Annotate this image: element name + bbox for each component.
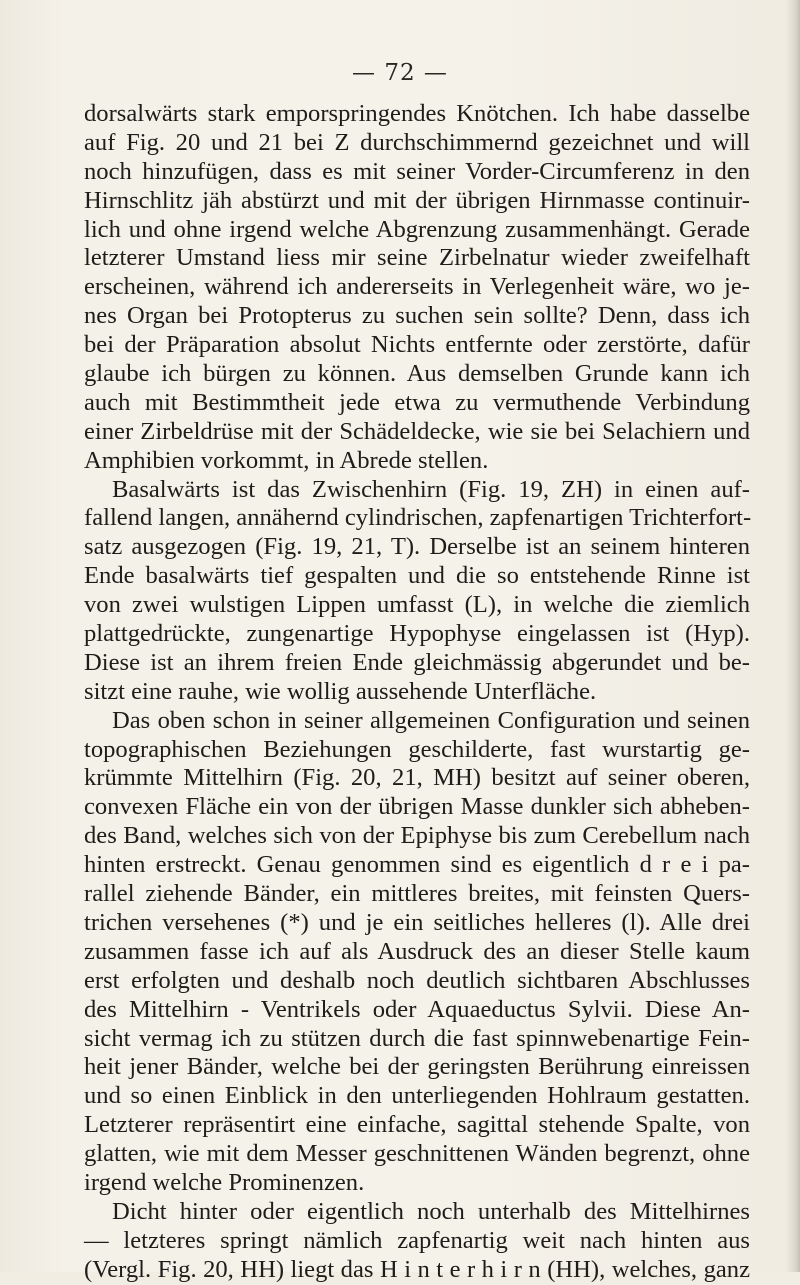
text-line: letzterer Umstand liess mir seine Zirbelnatur wieder zweifelhaft	[84, 244, 750, 272]
text-line: und so einen Einblick in den unterliegenden Hohlraum gestatten.	[84, 1082, 750, 1110]
text-line: auch mit Bestimmtheit jede etwa zu vermuthende Verbindung	[84, 388, 750, 416]
text-line: Basalwärts ist das Zwischenhirn (Fig. 19, ZH) in einen auf-	[112, 475, 750, 503]
text-line: von zwei wulstigen Lippen umfasst (L), in welche die ziemlich	[84, 591, 750, 619]
text-line: Amphibien vorkommt, in Abrede stellen.	[84, 446, 489, 474]
text-line: rallel ziehende Bänder, ein mittleres breites, mit feinsten Quers-	[84, 880, 750, 908]
text-line: — letzteres springt nämlich zapfenartig weit nach hinten aus	[84, 1226, 750, 1254]
text-line: convexen Fläche ein von der übrigen Masse dunkler sich abheben-	[84, 793, 750, 821]
text-line: satz ausgezogen (Fig. 19, 21, T). Derselbe ist an seinem hinteren	[84, 533, 750, 561]
text-line: Letzterer repräsentirt eine einfache, sagittal stehende Spalte, von	[84, 1111, 750, 1139]
text-line: noch hinzufügen, dass es mit seiner Vorder-Circumferenz in den	[84, 157, 750, 185]
text-line: topographischen Beziehungen geschilderte, fast wurstartig ge-	[84, 735, 750, 763]
text-line: glatten, wie mit dem Messer geschnittenen Wänden begrenzt, ohne	[84, 1140, 750, 1168]
text-line: hinten erstreckt. Genau genommen sind es eigentlich d r e i pa-	[84, 851, 750, 879]
text-line: glaube ich bürgen zu können. Aus demselben Grunde kann ich	[84, 360, 750, 388]
page-number: — 72 —	[352, 60, 448, 86]
text-line: Hirnschlitz jäh abstürzt und mit der übrigen Hirnmasse continuir-	[84, 186, 750, 214]
paragraph	[84, 100, 750, 476]
text-line: sicht vermag ich zu stützen durch die fast spinnwebenartige Fein-	[84, 1024, 750, 1052]
text-line: Diese ist an ihrem freien Ende gleichmässig abgerundet und be-	[84, 648, 750, 676]
text-line: nes Organ bei Protopterus zu suchen sein sollte? Denn, dass ich	[84, 302, 750, 330]
text-line: zusammen fasse ich auf als Ausdruck des an dieser Stelle kaum	[84, 937, 750, 965]
text-line: (Vergl. Fig. 20, HH) liegt das H i n t e r h i r n (HH), welches, ganz	[84, 1255, 750, 1283]
text-line: fallend langen, annähernd cylindrischen, zapfenartigen Trichterfort-	[84, 504, 752, 532]
text-line: des Mittelhirn - Ventrikels oder Aquaeductus Sylvii. Diese An-	[84, 995, 750, 1023]
text-line: auf Fig. 20 und 21 bei Z durchschimmernd gezeichnet und will	[84, 128, 750, 156]
text-line: erst erfolgten und deshalb noch deutlich sichtbaren Abschlusses	[84, 966, 750, 994]
text-line: einer Zirbeldrüse mit der Schädeldecke, wie sie bei Selachiern und	[84, 417, 750, 445]
text-line: sitzt eine rauhe, wie wollig aussehende Unterfläche.	[84, 677, 597, 705]
text-line: heit jener Bänder, welche bei der geringsten Berührung einreissen	[84, 1053, 750, 1081]
text-line: dorsalwärts stark emporspringendes Knötchen. Ich habe dasselbe	[84, 100, 750, 127]
text-line: lich und ohne irgend welche Abgrenzung zusammenhängt. Gerade	[84, 215, 750, 243]
text-line: irgend welche Prominenzen.	[84, 1168, 365, 1196]
text-line: trichen versehenes (*) und je ein seitliches helleres (l). Alle drei	[84, 908, 750, 936]
page-edge-shadow	[786, 0, 800, 1272]
text-line: erscheinen, während ich andererseits in Verlegenheit wäre, wo je-	[84, 273, 750, 301]
body-text	[84, 100, 750, 1285]
text-line: krümmte Mittelhirn (Fig. 20, 21, MH) besitzt auf seiner oberen,	[84, 764, 750, 792]
paragraph	[84, 707, 750, 1198]
text-line: plattgedrückte, zungenartige Hypophyse eingelassen ist (Hyp).	[84, 620, 750, 648]
text-line: Ende basalwärts tief gespalten und die so entstehende Rinne ist	[84, 562, 750, 590]
text-line: Dicht hinter oder eigentlich noch unterhalb des Mittelhirnes	[112, 1197, 750, 1225]
text-line: bei der Präparation absolut Nichts entfernte oder zerstörte, dafür	[84, 331, 750, 359]
text-line: Das oben schon in seiner allgemeinen Configuration und seinen	[112, 706, 750, 734]
paragraph	[84, 476, 750, 707]
text-line: des Band, welches sich von der Epiphyse bis zum Cerebellum nach	[84, 822, 750, 850]
